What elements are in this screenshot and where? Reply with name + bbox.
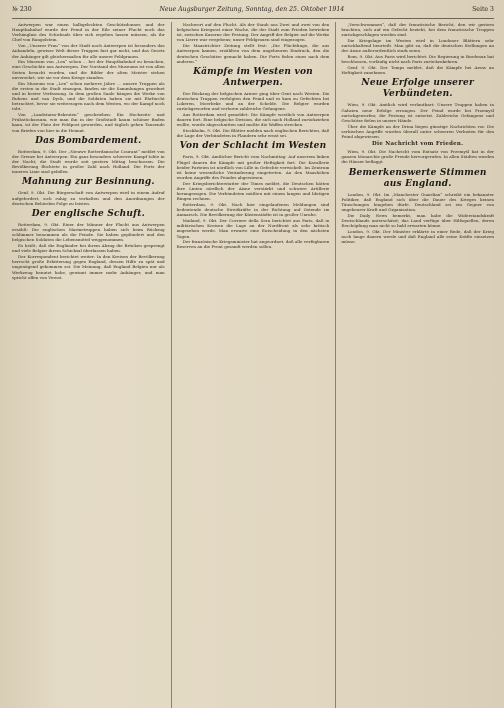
column-2 xyxy=(171,22,330,708)
article-paragraph: Genf, 9. Okt. Die Bürgerschaft von Antwerpen wird in einem Aufruf aufgefordert, sich ruhig zu verhalten und den Anordnungen der deutschen Behörden Folge zu leisten. xyxy=(12,190,165,206)
headline-kaempfe: Kämpfe im Westen von Antwerpen. xyxy=(193,66,313,88)
article-paragraph: Mailand, 9. Okt. Der Corriere della Sera berichtet aus Paris, daß in militärischen Kreisen die Lage an der Nordfront als sehr kritisch angesehen werde. Man erwarte eine Entscheidung in den nächsten Tagen. xyxy=(176,218,330,239)
article-paragraph: Es heißt, daß die Engländer bei ihrem Abzug die Brücken gesprengt und viele Belgier ihrem Schicksal überlassen haben. xyxy=(12,243,165,254)
article-paragraph: Über die Kämpfe an der Drina liegen günstige Nachrichten vor. Die serbischen Angriffe wurden überall unter schweren Verlusten für den Feind abgewiesen. xyxy=(341,123,495,139)
article-paragraph: Ein Museum von „Lex“ schon ... bei der Hauptbahnhof zu besuchen, eine Geschichte aus Antwerpen. Der Vorstand des Museums ist von allen Seiten besucht worden, und die Bilder der alten Meister stehen unversehrt, wie sie vor dem Kriege standen. xyxy=(12,59,165,80)
masthead xyxy=(12,6,494,19)
article-paragraph: Die Maastrichter Zeitung stellt fest: „Die Flüchtlinge, die aus Antwerpen kamen, erzählten von dem ungeheuren Eindruck, den die deutschen Geschütze gemacht haben. Die Forts fielen eines nach dem anderen.“ xyxy=(176,43,330,64)
article-paragraph: Der Kriegsberichterstatter der Times meldet, die Deutschen hätten ihre Linien nördlich der Aisne verstärkt und schwere Artillerie herangezogen. Die Verbündeten müßten mit einem langen und blutigen Ringen rechnen. xyxy=(176,180,330,202)
article-paragraph: Paris, 9. Okt. Amtlicher Bericht vom Nachmittag: Auf unserem linken Flügel dauern die Kämpfe mit großer Heftigkeit fort. Die Kavallerie beider Parteien ist nördlich von Lille in Gefechte verwickelt. Im Zentrum ist keine wesentliche Veränderung eingetreten. An den Maashöhen wurden Angriffe des Feindes abgewiesen. xyxy=(176,154,330,181)
article-paragraph: Wien, 9. Okt. Die Nachricht vom Entsatz von Przemyśl hat in der ganzen Monarchie große Freude hervorgerufen. In allen Städten wurden die Häuser beflaggt. xyxy=(341,149,495,165)
headline-bombardement: Das Bombardement. xyxy=(35,135,142,146)
subheadline-nachricht: Die Nachricht vom Frieden. xyxy=(372,141,464,148)
article-paragraph: Rotterdam, 9. Okt. Einer der Männer der Flucht aus Antwerpen erzählt: Die englischen Marinetruppen haben sich beim Rückzug schlimmer benommen als die Feinde. Sie haben geplündert und den belgischen Soldaten die Lebensmittel weggenommen. xyxy=(12,221,165,243)
article-paragraph: London, 9. Okt. Der Minister erklärte in einer Rede, daß der Krieg noch lange dauern werde und daß England alle seine Kräfte einsetzen müsse. xyxy=(341,228,495,245)
headline-mahnung: Mahnung zur Besinnung. xyxy=(21,177,155,188)
article-paragraph: Wien, 9. Okt. Amtlich wird verlautbart: Unsere Truppen haben in Galizien neue Erfolge errungen. Der Feind wurde bei Przemyśl zurückgeworfen; die Festung ist entsetzt. Zahlreiche Gefangene und Geschütze fielen in unsere Hände. xyxy=(341,102,495,123)
article-paragraph: Ein Museum von „Lex“ schon mehrere Jahre ... unsere Truppen als die ersten in die Stadt einzogen, fanden sie die Sammlungen geordnet und in bester Verfassung. In dem großen Saale hängen die Werke von Rubens und van Dyck, und die Soldaten haben sie mit Ehrfurcht betrachtet, bevor sie weiterzogen nach dem Westen, wo der Kampf noch tobt. xyxy=(12,80,165,112)
article-paragraph: Rom, 9. Okt. Aus Paris wird berichtet: Die Regierung in Bordeaux hat beschlossen, vorläufig nicht nach Paris zurückzukehren. xyxy=(341,54,495,65)
article-paragraph: Der Rückzug der belgischen Armee ging über Gent nach Westen. Die deutschen Truppen verfolgten den Feind und es kam zu Gefechten bei Lokeren, Moerbeke und an der Schelde. Die Belgier wurden zurückgeworfen und verloren zahlreiche Gefangene. xyxy=(176,90,330,112)
article-paragraph: Der französische Kriegsminister hat angeordnet, daß alle verfügbaren Reserven an die Front gesandt werden sollen. xyxy=(176,239,330,250)
article-paragraph: Rotterdam, 9. Okt. Der „Nieuwe Rotterdamsche Courant“ meldet von der Grenze bei Antwerpen: Ein ganz besonders schwerer Kampf tobte in der Nacht; die Stadt wurde seit gestern Mittag beschossen. Die Bevölkerung flüchtete in großer Zahl nach Holland. Die Forts der inneren Linie sind gefallen. xyxy=(12,148,165,175)
headline-erfolge: Neue Erfolge unserer Verbündeten. xyxy=(361,78,474,100)
article-paragraph: Die Kriegslage im Westen wird in Londoner Blättern sehr zurückhaltend beurteilt. Man gibt zu, daß die deutschen Stellungen an der Aisne außerordentlich stark seien. xyxy=(341,38,495,54)
article-paragraph: Der Korrespondent berichtet weiter: In den Kreisen der Bevölkerung herrscht große Erbitterung gegen England, dessen Hilfe zu spät und ungenügend gekommen sei. Die Meinung, daß England Belgien nur als Werkzeug benutzt habe, gewinnt immer mehr Anhänger, und man spricht offen von Verrat. xyxy=(12,254,165,280)
article-paragraph: „Verschwommen“, daß der französische Bericht, den wir gestern brachten, sich auf ein Gefecht bezieht, bei dem französische Truppen zurückgeschlagen worden sind. xyxy=(341,22,495,38)
article-paragraph: Antwerpen war einen halbgeleckten Geschützdonner, und der Hauptbahnhof wurde der Feind in der Eile seiner Flucht noch das Verhänglnis des Schicksals über sich ergehen lassen müssen, als ihr Chef von Rangolstein. xyxy=(12,22,165,43)
article-paragraph: Aus Rotterdam wird gemeldet: Die Kämpfe westlich von Antwerpen dauern fort. Eine belgische Division, die sich nach Holland zurückziehen wollte, wurde abgeschnitten und mußte die Waffen strecken. xyxy=(176,112,330,128)
article-paragraph: Die Daily News bemerkt, man habe die Widerstandskraft Deutschlands unterschätzt; das Land verfüge über Hilfsquellen, deren Erschöpfung man nicht so bald erwarten könne. xyxy=(341,212,495,229)
article-paragraph: Stockholm, 9. Okt. Die Blätter melden nach englischen Berichten, daß die Lage der Verbündeten in Flandern sehr ernst sei. xyxy=(176,128,330,139)
article-columns xyxy=(12,22,494,708)
headline-schlacht: Von der Schlacht im Westen xyxy=(179,141,327,152)
article-paragraph: Von „Unserer Frau“ von der Stadt noch Antwerpen ist besonders das Anhandeln, gewisse Welt dieser Truppen fast gar nicht, und das Gesetz der Anhänger gilt gleichermaßen für alle unsere Feldgrauen. xyxy=(12,43,165,59)
article-paragraph: Nachwort auf den Flucht. Als der Staub aus Zwei und zwei von den belgischen Kriegsrat einer Wache, die der Stadt zum Frieden betrieben ist, zwischen Kaserne der Festung. Der Angriff der Belgier auf die Werke von Lierre war vergebens; unser Feldgrauen sind eingezogen. xyxy=(176,22,330,43)
newspaper-title-line: Neue Augsburger Zeitung, Sonntag, den 25. Oktober 1914 xyxy=(159,6,345,13)
column-3 xyxy=(335,22,494,708)
column-1 xyxy=(12,22,165,708)
article-paragraph: London, 9. Okt. Im „Manchester Guardian“ schreibt ein bekannter Politiker, daß England sich über die Dauer des Krieges keinen Täuschungen hingeben dürfe. Deutschland sei ein Gegner von ungeheurer Kraft und Organisation. xyxy=(341,191,495,212)
page-number-left: № 230 xyxy=(12,6,32,13)
article-paragraph: Genf, 9. Okt. Der Temps meldet, daß die Kämpfe bei Arras an Heftigkeit zunehmen. xyxy=(341,65,495,76)
page-number-right: Seite 3 xyxy=(472,6,494,13)
article-paragraph: Rotterdam, 9. Okt. Nach hier eingelaufenen Meldungen sind bedeutende deutsche Streitkräfte in der Richtung auf Ostende im Anmarsch. Die Bevölkerung der Küstenstädte ist in großer Unruhe. xyxy=(176,202,330,218)
headline-stimmen-england: Bemerkenswerte Stimmen aus England. xyxy=(348,167,487,189)
article-paragraph: Von „Landsturm-Rekruten“ geschrieben: Ein Hochzeits- und Frühstücksraum, wie man ihn in der Großstadt kaum schöner finden kann, ist der Platz der Feldpost geworden, und täglich gehen Tausende von Briefen von hier in die Heimat. xyxy=(12,112,165,133)
headline-schuft: Der englische Schuft. xyxy=(31,208,145,219)
